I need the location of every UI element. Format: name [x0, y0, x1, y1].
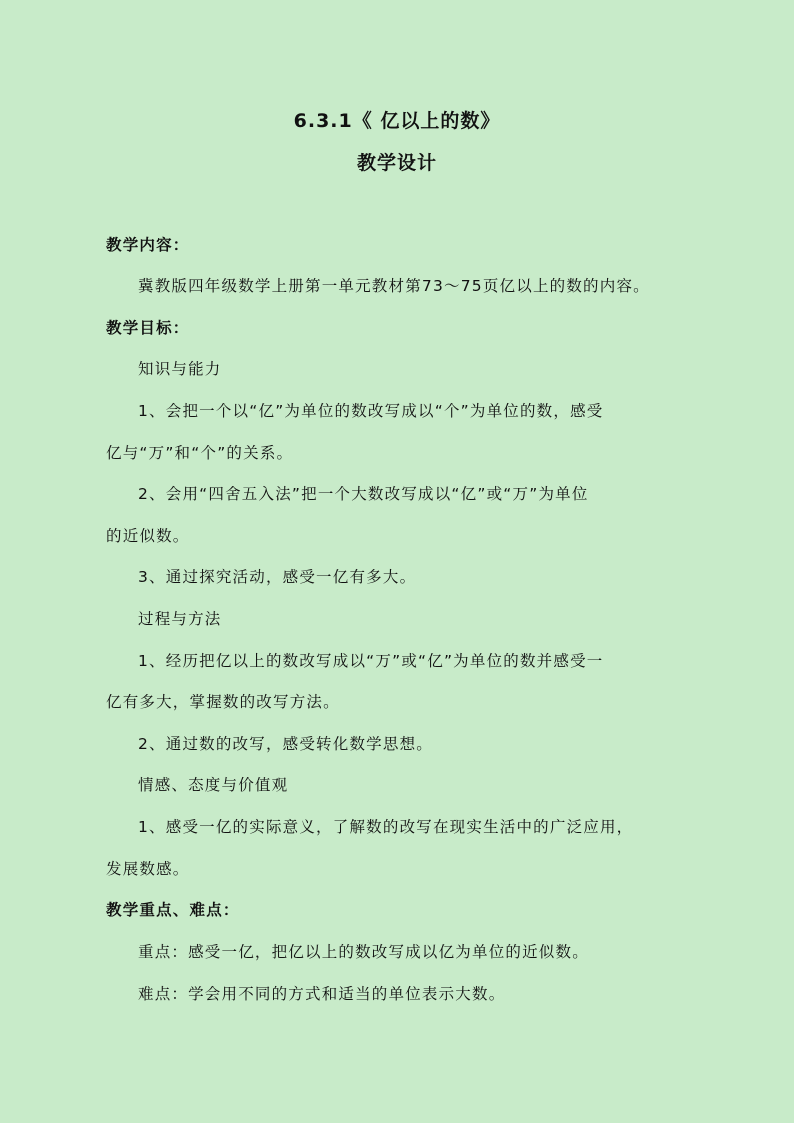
- paragraph-line: 的近似数。: [106, 527, 190, 545]
- paragraph-line: 1、会把一个以“亿”为单位的数改写成以“个”为单位的数，感受: [138, 402, 604, 420]
- heading-teaching-content: 教学内容：: [106, 236, 190, 254]
- paragraph-line: 难点：学会用不同的方式和适当的单位表示大数。: [138, 985, 506, 1003]
- subheading-knowledge: 知识与能力: [138, 360, 222, 378]
- paragraph-line: 1、感受一亿的实际意义，了解数的改写在现实生活中的广泛应用，: [138, 818, 634, 836]
- document-subtitle: 教学设计: [356, 152, 437, 174]
- paragraph-line: 1、经历把亿以上的数改写成以“万”或“亿”为单位的数并感受一: [138, 652, 604, 670]
- subheading-attitude: 情感、态度与价值观: [138, 776, 289, 794]
- paragraph-line: 发展数感。: [106, 860, 190, 878]
- heading-teaching-goals: 教学目标：: [106, 319, 190, 337]
- paragraph-line: 2、通过数的改写，感受转化数学思想。: [138, 735, 433, 753]
- document-title: 6.3.1《 亿以上的数》: [293, 110, 501, 132]
- paragraph-line: 亿与“万”和“个”的关系。: [106, 444, 294, 462]
- paragraph-line: 3、通过探究活动，感受一亿有多大。: [138, 568, 417, 586]
- paragraph-line: 冀教版四年级数学上册第一单元教材第73～75页亿以上的数的内容。: [138, 277, 650, 295]
- subheading-process: 过程与方法: [138, 610, 222, 628]
- paragraph-line: 重点：感受一亿，把亿以上的数改写成以亿为单位的近似数。: [138, 943, 589, 961]
- paragraph-line: 2、会用“四舍五入法”把一个大数改写成以“亿”或“万”为单位: [138, 485, 589, 503]
- heading-key-points: 教学重点、难点：: [106, 901, 240, 919]
- paragraph-line: 亿有多大，掌握数的改写方法。: [106, 693, 340, 711]
